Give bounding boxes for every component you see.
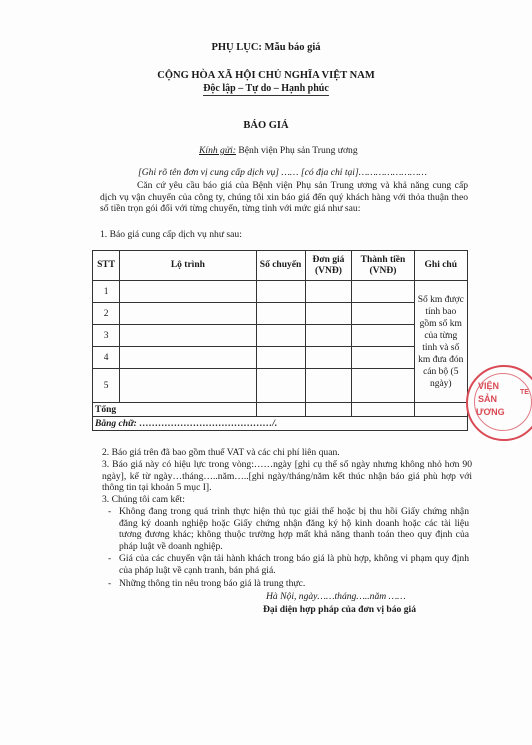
stamp-text-side: TE xyxy=(520,389,529,396)
table-row xyxy=(93,281,468,303)
bullet-dash: - xyxy=(108,578,112,589)
stamp-text-3: ƯƠNG xyxy=(476,407,505,417)
country-name: CỘNG HÒA XÃ HỘI CHỦ NGHĨA VIỆT NAM xyxy=(157,70,375,81)
row-number: 2 xyxy=(93,303,120,325)
header-route: Lộ trình xyxy=(120,251,256,281)
table-row xyxy=(93,325,468,347)
date-line: Hà Nội, ngày……tháng…..năm …… xyxy=(266,591,406,602)
note-cell: Số km được tính bao gồm số km của từng tỉnh và số km đưa đón cán bộ (5 ngày) xyxy=(414,281,467,403)
header-note: Ghi chú xyxy=(414,251,467,281)
total-row xyxy=(93,403,468,417)
total-label: Tổng xyxy=(93,403,257,417)
row-number: 5 xyxy=(93,369,120,403)
table-header-row xyxy=(93,251,468,281)
row-number: 4 xyxy=(93,347,120,369)
motto: Độc lập – Tự do – Hạnh phúc xyxy=(203,83,329,94)
intro-paragraph: Căn cứ yêu cầu báo giá của Bệnh viện Phụ sản Trung ương và khả năng cung cấp dịch vụ vận chuyển của công ty, chúng tôi xin báo giá đến quý khách hàng với thỏa thuận theo số tiền trọn gói đối với từng chuyến, từng tỉnh với mức giá như sau: xyxy=(100,180,468,214)
quote-table xyxy=(92,250,468,431)
recipient-label: Kính gửi: xyxy=(199,145,236,156)
table-row xyxy=(93,369,468,403)
recipient-name: Bệnh viện Phụ sản Trung ương xyxy=(238,145,358,156)
document-title: BÁO GIÁ xyxy=(243,120,289,131)
bullet-dash: - xyxy=(108,553,112,564)
stamp-text-2: SẢN xyxy=(478,394,498,404)
item-3: 3. Báo giá này có hiệu lực trong vòng:……ngày [ghi cụ thể số ngày nhưng không nhỏ hơn 90 ngày], kể từ ngày…tháng…..năm…..[ghi ngày/tháng/năm kết thúc nhận báo giá phù hợp với thông tin tại khoản 5 mục I]. xyxy=(102,459,472,493)
row-number: 3 xyxy=(93,325,120,347)
supplier-line: [Ghi rõ tên đơn vị cung cấp dịch vụ] …… [có địa chỉ tại]…………………… xyxy=(138,167,427,178)
header-amount: Thành tiền (VNĐ) xyxy=(352,251,414,281)
signature-title: Đại diện hợp pháp của đơn vị báo giá xyxy=(263,604,416,615)
table-row xyxy=(93,303,468,325)
item-3-commitments: 3. Chúng tôi cam kết: xyxy=(102,494,185,505)
stamp-text-1: VIỆN xyxy=(478,381,500,391)
header-unit-price: Đơn giá (VNĐ) xyxy=(305,251,352,281)
section-1-heading: 1. Báo giá cung cấp dịch vụ như sau: xyxy=(100,229,242,240)
commitment-3: Những thông tin nêu trong báo giá là trung thực. xyxy=(119,578,306,589)
recipient-line xyxy=(199,145,358,157)
table-row xyxy=(93,347,468,369)
header-trips: Số chuyến xyxy=(256,251,305,281)
official-stamp xyxy=(466,365,532,441)
amount-in-words: Bằng chữ: ……………………………………/. xyxy=(93,417,468,431)
row-number: 1 xyxy=(93,281,120,303)
bullet-dash: - xyxy=(108,506,112,517)
commitment-1: Không đang trong quá trình thực hiện thủ tục giải thể hoặc bị thu hồi Giấy chứng nhận đăng ký doanh nghiệp hoặc Giấy chứng nhận đăng ký hộ kinh doanh hoặc các tài liệu tương đương khác; không thuộc trường hợp mất khả năng thanh toán theo quy định của pháp luật về doanh nghiệp. xyxy=(119,506,469,552)
commitment-2: Giá của các chuyến vận tải hành khách trong báo giá là phù hợp, không vi phạm quy định của pháp luật về cạnh tranh, bán phá giá. xyxy=(119,553,469,576)
amount-in-words-row xyxy=(93,417,468,431)
item-2: 2. Báo giá trên đã bao gồm thuế VAT và các chi phí liên quan. xyxy=(102,447,340,458)
header-stt: STT xyxy=(93,251,120,281)
appendix-title: PHỤ LỤC: Mẫu báo giá xyxy=(211,42,321,53)
